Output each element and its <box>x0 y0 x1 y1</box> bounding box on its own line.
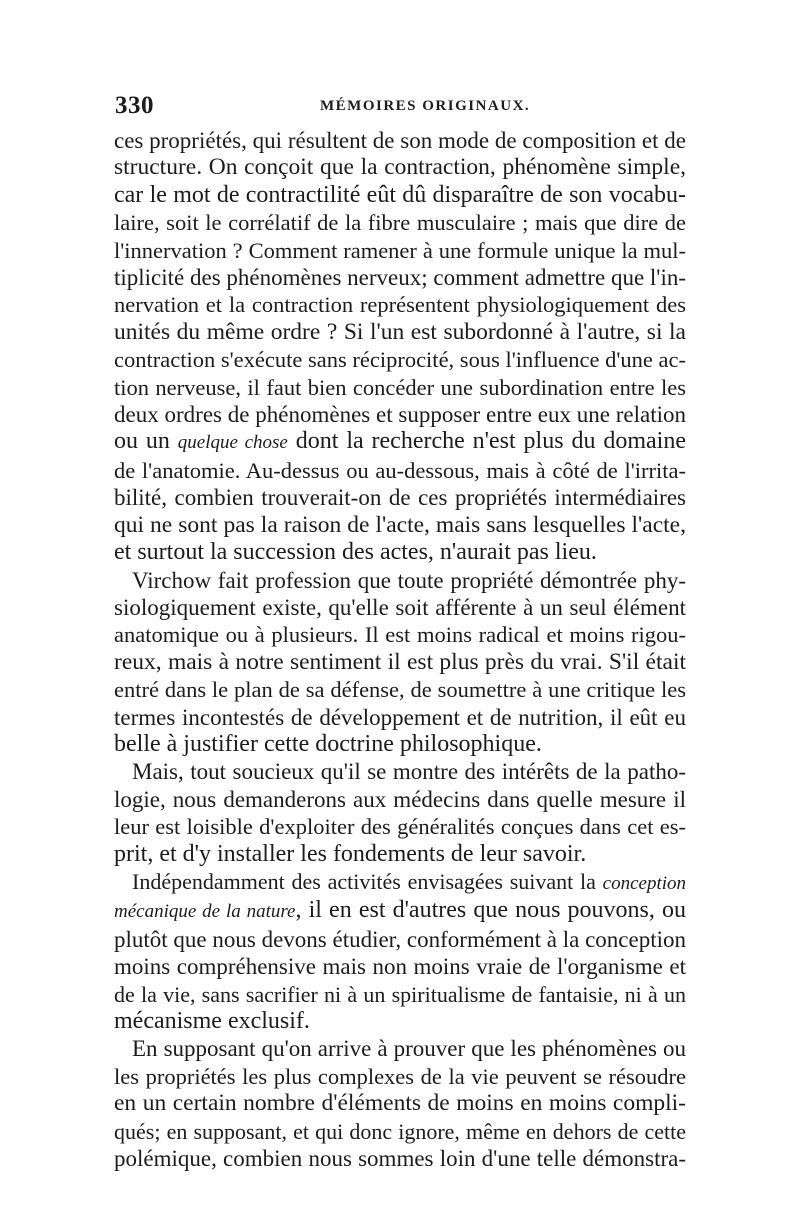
text-line <box>114 868 686 897</box>
text-line: moins compréhensive mais non moins vraie de l'organisme et <box>114 954 686 980</box>
text-line: car le mot de contractilité eût dû disparaître de son vocabu- <box>114 181 686 208</box>
text-line: deux ordres de phénomènes et supposer entre eux une relation <box>114 402 686 428</box>
text-line: Virchow fait profession que toute propriété démontrée phy- <box>132 567 686 593</box>
text-line: tion nerveuse, il faut bien concéder une subordination entre les <box>114 374 686 400</box>
text-line: bilité, combien trouverait-on de ces propriétés intermédiaires <box>114 485 686 511</box>
text-segment: ou un <box>114 428 178 455</box>
text-line: structure. On conçoit que la contraction, phénomène simple, <box>114 154 686 181</box>
text-line: siologiquement existe, qu'elle soit afférente à un seul élément <box>114 594 686 620</box>
text-line: de la vie, sans sacrifier ni à un spiritualisme de fantaisie, ni à un <box>114 981 686 1007</box>
text-line: et surtout la succession des actes, n'aurait pas lieu. <box>114 539 597 566</box>
text-line: prit, et d'y installer les fondements de leur savoir. <box>114 840 587 867</box>
text-line: ces propriétés, qui résultent de son mode de composition et de <box>114 128 686 153</box>
text-line: en un certain nombre d'éléments de moins en moins compli- <box>114 1090 686 1117</box>
text-line: qui ne sont pas la raison de l'acte, mais sans lesquelles l'acte, <box>114 511 686 538</box>
text-line: plutôt que nous devons étudier, conformément à la conception <box>114 926 687 952</box>
text-segment: dont la recherche n'est plus du domaine <box>287 428 687 455</box>
italic-phrase: mécanique de la nature <box>114 901 296 923</box>
text-line: mécanisme exclusif. <box>114 1008 310 1034</box>
text-line: tiplicité des phénomènes nerveux; comment admettre que l'in- <box>114 265 686 291</box>
text-line: En supposant qu'on arrive à prouver que les phénomènes ou <box>132 1036 686 1062</box>
text-line: qués; en supposant, et qui donc ignore, même en dehors de cette <box>114 1118 686 1144</box>
body-text <box>114 127 686 1172</box>
text-segment: Indépendamment des activités envisagées suivant la <box>132 868 603 894</box>
text-line <box>114 897 686 925</box>
text-line: laire, soit le corrélatif de la fibre musculaire ; mais que dire de <box>114 210 686 236</box>
text-line: de l'anatomie. Au-dessus ou au-dessous, mais à côté de l'irrita- <box>114 457 686 483</box>
text-line: l'innervation ? Comment ramener à une formule unique la mul- <box>114 237 686 263</box>
page-number: 330 <box>115 92 154 119</box>
text-line: Mais, tout soucieux qu'il se montre des intérêts de la patho- <box>132 759 686 785</box>
text-line: termes incontestés de développement et de nutrition, il eût eu <box>114 704 686 730</box>
text-line: les propriétés les plus complexes de la vie peuvent se résoudre <box>114 1063 686 1089</box>
text-line: reux, mais à notre sentiment il est plus près du vrai. S'il était <box>114 648 686 675</box>
italic-phrase: conception <box>602 872 686 894</box>
text-line: contraction s'exécute sans réciprocité, sous l'influence d'une ac- <box>114 347 686 373</box>
text-line: anatomique ou à plusieurs. Il est moins radical et moins rigou- <box>114 622 686 648</box>
text-segment: , il en est d'autres que nous pouvons, ou <box>295 897 686 924</box>
text-line: unités du même ordre ? Si l'un est subordonné à l'autre, si la <box>114 318 686 345</box>
text-line: logie, nous demanderons aux médecins dans quelle mesure il <box>114 786 686 812</box>
text-line: polémique, combien nous sommes loin d'une telle démonstra- <box>114 1146 686 1172</box>
text-line <box>114 428 686 456</box>
text-line: belle à justifier cette doctrine philosophique. <box>114 730 542 757</box>
running-head: MÉMOIRES ORIGINAUX. <box>320 98 531 114</box>
italic-phrase: quelque chose <box>177 432 288 454</box>
text-line: leur est loisible d'exploiter des généralités conçues dans cet es- <box>114 814 686 840</box>
page-header <box>115 92 690 122</box>
text-line: entré dans le plan de sa défense, de soumettre à une critique les <box>114 677 686 703</box>
text-line: nervation et la contraction représentent physiologiquement des <box>114 292 686 318</box>
